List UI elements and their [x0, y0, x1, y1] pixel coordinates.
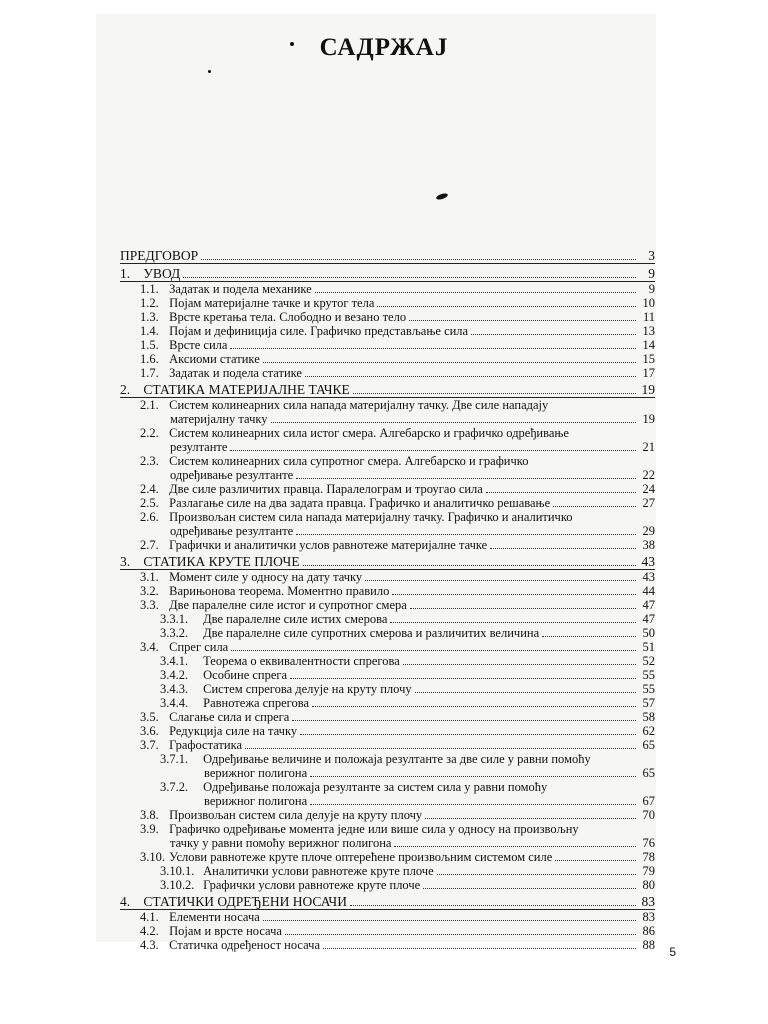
toc-entry — [160, 780, 655, 808]
toc-entry — [160, 668, 655, 682]
toc-entry-title: СТАТИКА КРУТЕ ПЛОЧЕ — [143, 554, 300, 569]
toc-entry — [140, 808, 655, 822]
toc-page-number: 15 — [642, 352, 655, 366]
table-of-contents — [120, 246, 655, 952]
toc-entry — [140, 352, 655, 366]
toc-entry — [160, 696, 655, 710]
toc-entry-title: Систем колинеарних сила супротног смера. Алгебарско и графичко — [169, 454, 529, 468]
toc-entry — [160, 626, 655, 640]
toc-entry-title: Систем колинеарних сила истог смера. Алгебарско и графичко одређивање — [169, 426, 569, 440]
toc-entry-title: Појам и дефиниција силе. Графичко представљање сила — [169, 324, 469, 338]
toc-page-number: 9 — [648, 266, 655, 281]
toc-entry-number: 3.10. — [140, 850, 165, 864]
toc-entry — [140, 310, 655, 324]
toc-page-number: 43 — [641, 554, 655, 569]
toc-entry — [140, 640, 655, 654]
toc-entry — [140, 938, 655, 952]
dot-leader — [377, 306, 636, 307]
toc-entry-title: Аксиоми статике — [169, 352, 260, 366]
toc-entry-number: 3.9. — [140, 822, 159, 836]
dot-leader — [290, 678, 636, 679]
toc-entry-title: Произвољан систем сила напада материјалну тачку. Графичко и аналитичко — [169, 510, 573, 524]
scan-speck — [208, 70, 211, 73]
toc-entry-number: 3.4. — [140, 640, 159, 654]
toc-entry — [140, 822, 655, 850]
toc-entry — [140, 570, 655, 584]
toc-entry-title: Систем колинеарних сила напада материјалну тачку. Две силе нападају — [169, 398, 549, 412]
toc-entry — [140, 598, 655, 612]
toc-page-number: 19 — [641, 382, 655, 397]
toc-entry-title: Момент силе у односу на дату тачку — [169, 570, 363, 584]
toc-page-number: 47 — [642, 612, 655, 626]
toc-entry — [140, 584, 655, 598]
dot-leader — [231, 650, 636, 651]
page-title: САДРЖАЈ — [319, 34, 449, 61]
toc-entry-title: Теорема о еквивалентности спрегова — [203, 654, 400, 668]
toc-entry-number: 3.7.1. — [160, 752, 189, 766]
toc-page-number: 65 — [642, 766, 655, 780]
toc-entry — [160, 682, 655, 696]
toc-entry — [140, 850, 655, 864]
dot-leader — [271, 422, 636, 423]
dot-leader — [350, 905, 636, 906]
toc-entry-number: 1.1. — [140, 282, 159, 296]
toc-entry — [140, 324, 655, 338]
toc-entry-number: 2.2. — [140, 426, 159, 440]
toc-entry-title-continued: одређивање резултанте — [170, 468, 294, 482]
toc-entry-number: 2.1. — [140, 398, 159, 412]
toc-page-number: 38 — [642, 538, 655, 552]
toc-page-number: 65 — [642, 738, 655, 752]
toc-entry-title: Појам материјалне тачке и крутог тела — [169, 296, 375, 310]
dot-leader — [292, 720, 636, 721]
toc-entry-title: Појам и врсте носача — [169, 924, 282, 938]
dot-leader — [230, 348, 636, 349]
toc-entry-number: 2.5. — [140, 496, 159, 510]
toc-entry-title: Произвољан систем сила делује на круту плочу — [169, 808, 423, 822]
toc-entry-number: 3.4.1. — [160, 654, 189, 668]
toc-page-number: 55 — [642, 668, 655, 682]
toc-entry-number: 3.4.2. — [160, 668, 189, 682]
toc-entry — [140, 924, 655, 938]
toc-entry — [140, 910, 655, 924]
toc-entry-number: 3. — [120, 554, 131, 569]
toc-entry-number: 3.10.1. — [160, 864, 195, 878]
toc-entry — [140, 496, 655, 510]
dot-leader — [425, 818, 636, 819]
toc-entry-number: 3.7. — [140, 738, 159, 752]
toc-entry-title: Задатак и подела механике — [169, 282, 312, 296]
toc-entry-number: 2.6. — [140, 510, 159, 524]
toc-entry — [140, 738, 655, 752]
dot-leader — [353, 393, 636, 394]
toc-entry-title-continued: резултанте — [170, 440, 228, 454]
toc-entry-title: Редукција силе на тачку — [169, 724, 298, 738]
dot-leader — [263, 920, 636, 921]
toc-entry-title: Особине спрега — [203, 668, 288, 682]
toc-entry — [140, 296, 655, 310]
toc-page-number: 24 — [642, 482, 655, 496]
toc-chapter — [120, 383, 655, 398]
toc-entry-number: 2. — [120, 382, 131, 397]
toc-entry-title: Слагање сила и спрега — [169, 710, 290, 724]
toc-entry-title: Одређивање положаја резултанте за систем сила у равни помоћу — [203, 780, 548, 794]
toc-entry-title: УВОД — [143, 266, 181, 281]
toc-entry — [160, 752, 655, 780]
toc-entry — [160, 654, 655, 668]
toc-entry-number: 4.1. — [140, 910, 159, 924]
toc-entry — [140, 282, 655, 296]
toc-page-number: 83 — [641, 894, 655, 909]
dot-leader — [423, 888, 636, 889]
toc-page-number: 29 — [642, 524, 655, 538]
toc-page-number: 88 — [642, 938, 655, 952]
toc-entry-number: 1.5. — [140, 338, 159, 352]
dot-leader — [201, 259, 636, 260]
toc-entry-number: 2.3. — [140, 454, 159, 468]
dot-leader — [409, 320, 636, 321]
toc-entry — [140, 366, 655, 380]
toc-entry — [140, 724, 655, 738]
toc-page-number: 70 — [642, 808, 655, 822]
toc-entry-number: 1. — [120, 266, 131, 281]
dot-leader — [310, 776, 636, 777]
toc-page-number: 17 — [642, 366, 655, 380]
toc-entry-title: Врсте сила — [169, 338, 228, 352]
toc-page-number: 58 — [642, 710, 655, 724]
dot-leader — [305, 376, 636, 377]
toc-page-number: 11 — [642, 310, 655, 324]
toc-entry-title: ПРЕДГОВОР — [120, 248, 199, 263]
dot-leader — [296, 478, 636, 479]
toc-chapter — [120, 249, 655, 264]
toc-entry-number: 3.6. — [140, 724, 159, 738]
dot-leader — [230, 450, 636, 451]
toc-page-number: 44 — [642, 584, 655, 598]
toc-entry-title-continued: тачку у равни помоћу верижног полигона — [170, 836, 392, 850]
toc-entry-number: 3.4.3. — [160, 682, 189, 696]
toc-entry — [140, 538, 655, 552]
toc-entry-title: Графички услови равнотеже круте плоче — [203, 878, 421, 892]
toc-entry-title-continued: материјалну тачку — [170, 412, 268, 426]
toc-entry-title: Равнотежа спрегова — [203, 696, 310, 710]
toc-entry-number: 1.2. — [140, 296, 159, 310]
toc-entry-number: 3.10.2. — [160, 878, 195, 892]
toc-entry-title: Варињонова теорема. Моментно правило — [169, 584, 390, 598]
dot-leader — [490, 548, 636, 549]
toc-page-number: 13 — [642, 324, 655, 338]
dot-leader — [285, 934, 636, 935]
toc-entry-title: Елементи носача — [169, 910, 260, 924]
dot-leader — [245, 748, 636, 749]
toc-page-number: 9 — [648, 282, 655, 296]
toc-page-number: 57 — [642, 696, 655, 710]
toc-entry-title: Две паралелне силе истих смерова — [203, 612, 388, 626]
toc-entry-title: Спрег сила — [169, 640, 229, 654]
toc-entry-number: 4.3. — [140, 938, 159, 952]
toc-page-number: 47 — [642, 598, 655, 612]
toc-entry-number: 1.4. — [140, 324, 159, 338]
toc-entry-title: Услови равнотеже круте плоче оптерећене произвољним системом силе — [169, 850, 553, 864]
toc-entry-title-continued: одређивање резултанте — [170, 524, 294, 538]
toc-entry-number: 3.3.2. — [160, 626, 189, 640]
toc-page-number: 79 — [642, 864, 655, 878]
toc-page-number: 62 — [642, 724, 655, 738]
dot-leader — [415, 692, 636, 693]
dot-leader — [310, 804, 636, 805]
toc-entry-title: Одређивање величине и положаја резултанте за две силе у равни помоћу — [203, 752, 591, 766]
toc-entry-number: 3.4.4. — [160, 696, 189, 710]
toc-entry — [140, 482, 655, 496]
toc-entry-number: 1.3. — [140, 310, 159, 324]
toc-chapter — [120, 267, 655, 282]
toc-entry-title-continued: верижног полигона — [204, 794, 308, 808]
toc-entry-title: Аналитички услови равнотеже круте плоче — [203, 864, 434, 878]
toc-entry — [140, 710, 655, 724]
toc-page-number: 22 — [642, 468, 655, 482]
toc-entry-title: Две силе различитих правца. Паралелограм и троугао сила — [169, 482, 483, 496]
toc-entry-title: Две паралелне силе истог и супротног смера — [169, 598, 407, 612]
toc-entry — [160, 864, 655, 878]
dot-leader — [553, 506, 636, 507]
dot-leader — [394, 846, 636, 847]
toc-page-number: 10 — [642, 296, 655, 310]
toc-entry-number: 1.6. — [140, 352, 159, 366]
toc-page-number: 78 — [642, 850, 655, 864]
dot-leader — [403, 664, 636, 665]
dot-leader — [183, 277, 636, 278]
toc-entry-title: Графостатика — [169, 738, 242, 752]
toc-page-number: 43 — [642, 570, 655, 584]
dot-leader — [392, 594, 636, 595]
toc-entry — [140, 398, 655, 426]
toc-entry — [140, 338, 655, 352]
toc-entry — [160, 878, 655, 892]
toc-entry — [140, 426, 655, 454]
toc-entry-number: 3.2. — [140, 584, 159, 598]
dot-leader — [323, 948, 636, 949]
toc-page-number: 50 — [642, 626, 655, 640]
toc-entry-number: 3.1. — [140, 570, 159, 584]
dot-leader — [300, 734, 636, 735]
toc-entry-number: 2.7. — [140, 538, 159, 552]
toc-entry-title: Разлагање силе на два задата правца. Графичко и аналитичко решавање — [169, 496, 551, 510]
dot-leader — [542, 636, 636, 637]
dot-leader — [296, 534, 636, 535]
toc-page-number: 21 — [642, 440, 655, 454]
toc-page-number: 67 — [642, 794, 655, 808]
toc-page-number: 52 — [642, 654, 655, 668]
toc-page-number: 14 — [642, 338, 655, 352]
toc-entry-title: Задатак и подела статике — [169, 366, 302, 380]
toc-entry-number: 4. — [120, 894, 131, 909]
toc-page-number: 83 — [642, 910, 655, 924]
dot-leader — [303, 565, 636, 566]
dot-leader — [263, 362, 636, 363]
toc-entry-title: СТАТИЧКИ ОДРЕЂЕНИ НОСАЧИ — [143, 894, 347, 909]
toc-entry-number: 3.8. — [140, 808, 159, 822]
toc-entry — [160, 612, 655, 626]
toc-page-number: 27 — [642, 496, 655, 510]
dot-leader — [471, 334, 636, 335]
toc-entry-number: 4.2. — [140, 924, 159, 938]
toc-page-number: 19 — [642, 412, 655, 426]
toc-entry-title: Статичка одређеност носача — [169, 938, 320, 952]
toc-page-number: 55 — [642, 682, 655, 696]
toc-page-number: 80 — [642, 878, 655, 892]
toc-page-number: 3 — [648, 248, 655, 263]
toc-page-number: 76 — [642, 836, 655, 850]
dot-leader — [365, 580, 636, 581]
toc-entry-number: 3.3. — [140, 598, 159, 612]
toc-entry-title: Графички и аналитички услов равнотеже материјалне тачке — [169, 538, 488, 552]
dot-leader — [555, 860, 636, 861]
dot-leader — [315, 292, 636, 293]
toc-entry-number: 3.5. — [140, 710, 159, 724]
toc-entry-number: 1.7. — [140, 366, 159, 380]
toc-entry-title: СТАТИКА МАТЕРИЈАЛНЕ ТАЧКЕ — [143, 382, 350, 397]
toc-entry-number: 3.3.1. — [160, 612, 189, 626]
toc-page-number: 86 — [642, 924, 655, 938]
toc-entry-title-continued: верижног полигона — [204, 766, 308, 780]
toc-entry-title: Две паралелне силе супротних смерова и различитих величина — [203, 626, 540, 640]
toc-entry — [140, 454, 655, 482]
toc-entry-number: 2.4. — [140, 482, 159, 496]
toc-entry-number: 3.7.2. — [160, 780, 189, 794]
dot-leader — [390, 622, 636, 623]
dot-leader — [486, 492, 636, 493]
scan-speck — [290, 42, 294, 46]
toc-entry-title: Врсте кретања тела. Слободно и везано тело — [169, 310, 407, 324]
toc-chapter — [120, 555, 655, 570]
toc-page-number: 51 — [642, 640, 655, 654]
dot-leader — [437, 874, 636, 875]
toc-entry-title: Систем спрегова делује на круту плочу — [203, 682, 412, 696]
toc-entry — [140, 510, 655, 538]
toc-entry-title: Графичко одређивање момента једне или више сила у односу на произвољну — [169, 822, 579, 836]
toc-chapter — [120, 895, 655, 910]
dot-leader — [312, 706, 636, 707]
dot-leader — [410, 608, 636, 609]
page-number: 5 — [669, 945, 676, 959]
